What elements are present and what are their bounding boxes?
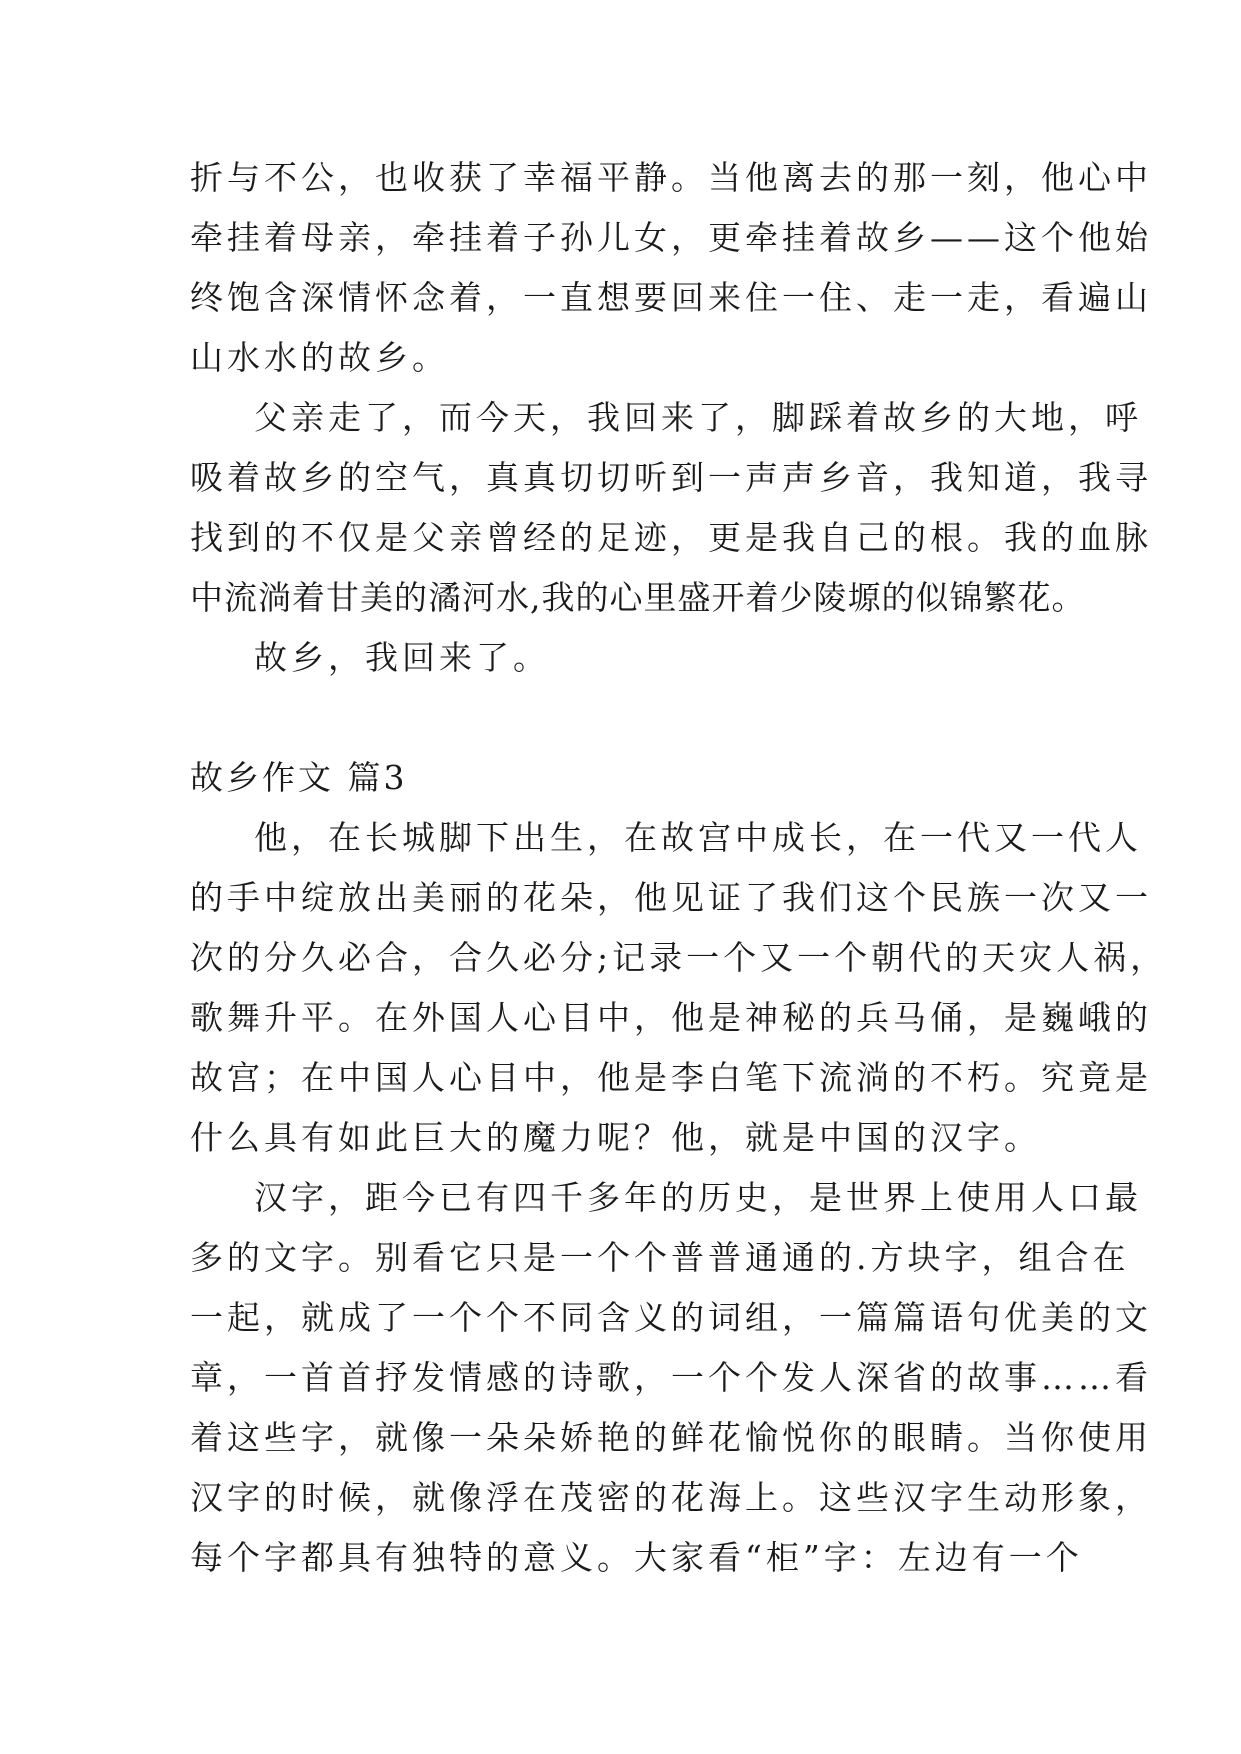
section-heading: 故乡作文 篇3 bbox=[190, 758, 408, 797]
text-line: 的手中绽放出美丽的花朵，他见证了我们这个民族一次又一 bbox=[190, 878, 1152, 917]
text-line: 山水水的故乡。 bbox=[190, 338, 449, 377]
text-line: 歌舞升平。在外国人心目中，他是神秘的兵马俑，是巍峨的 bbox=[190, 998, 1152, 1037]
text-line: 每个字都具有独特的意义。大家看“柜”字：左边有一个 bbox=[190, 1538, 1083, 1577]
text-line: 折与不公，也收获了幸福平静。当他离去的那一刻，他心中 bbox=[190, 158, 1152, 197]
paragraph-first-line: 他，在长城脚下出生，在故宫中成长，在一代又一代人 bbox=[254, 818, 1142, 857]
paragraph-first-line: 汉字，距今已有四千多年的历史，是世界上使用人口最 bbox=[254, 1178, 1142, 1217]
text-line: 章，一首首抒发情感的诗歌，一个个发人深省的故事……看 bbox=[190, 1358, 1152, 1397]
paragraph-first-line: 父亲走了，而今天，我回来了，脚踩着故乡的大地，呼 bbox=[254, 398, 1142, 437]
text-line: 次的分久必合，合久必分;记录一个又一个朝代的天灾人祸， bbox=[190, 938, 1168, 977]
text-line: 终饱含深情怀念着，一直想要回来住一住、走一走，看遍山 bbox=[190, 278, 1152, 317]
text-line: 着这些字，就像一朵朵娇艳的鲜花愉悦你的眼睛。当你使用 bbox=[190, 1418, 1152, 1457]
text-line: 什么具有如此巨大的魔力呢？他，就是中国的汉字。 bbox=[190, 1118, 1041, 1157]
text-line: 牵挂着母亲，牵挂着子孙儿女，更牵挂着故乡——这个他始 bbox=[190, 218, 1152, 257]
text-line: 故宫；在中国人心目中，他是李白笔下流淌的不朽。究竟是 bbox=[190, 1058, 1152, 1097]
text-line: 一起，就成了一个个不同含义的词组，一篇篇语句优美的文 bbox=[190, 1298, 1152, 1337]
text-line: 吸着故乡的空气，真真切切听到一声声乡音，我知道，我寻 bbox=[190, 458, 1152, 497]
paragraph-first-line: 故乡，我回来了。 bbox=[254, 638, 550, 677]
text-line: 汉字的时候，就像浮在茂密的花海上。这些汉字生动形象， bbox=[190, 1478, 1152, 1517]
text-line: 多的文字。别看它只是一个个普普通通的.方块字，组合在 bbox=[190, 1238, 1130, 1277]
text-line: 找到的不仅是父亲曾经的足迹，更是我自己的根。我的血脉 bbox=[190, 518, 1152, 557]
text-line: 中流淌着甘美的潏河水,我的心里盛开着少陵塬的似锦繁花。 bbox=[190, 578, 1086, 617]
